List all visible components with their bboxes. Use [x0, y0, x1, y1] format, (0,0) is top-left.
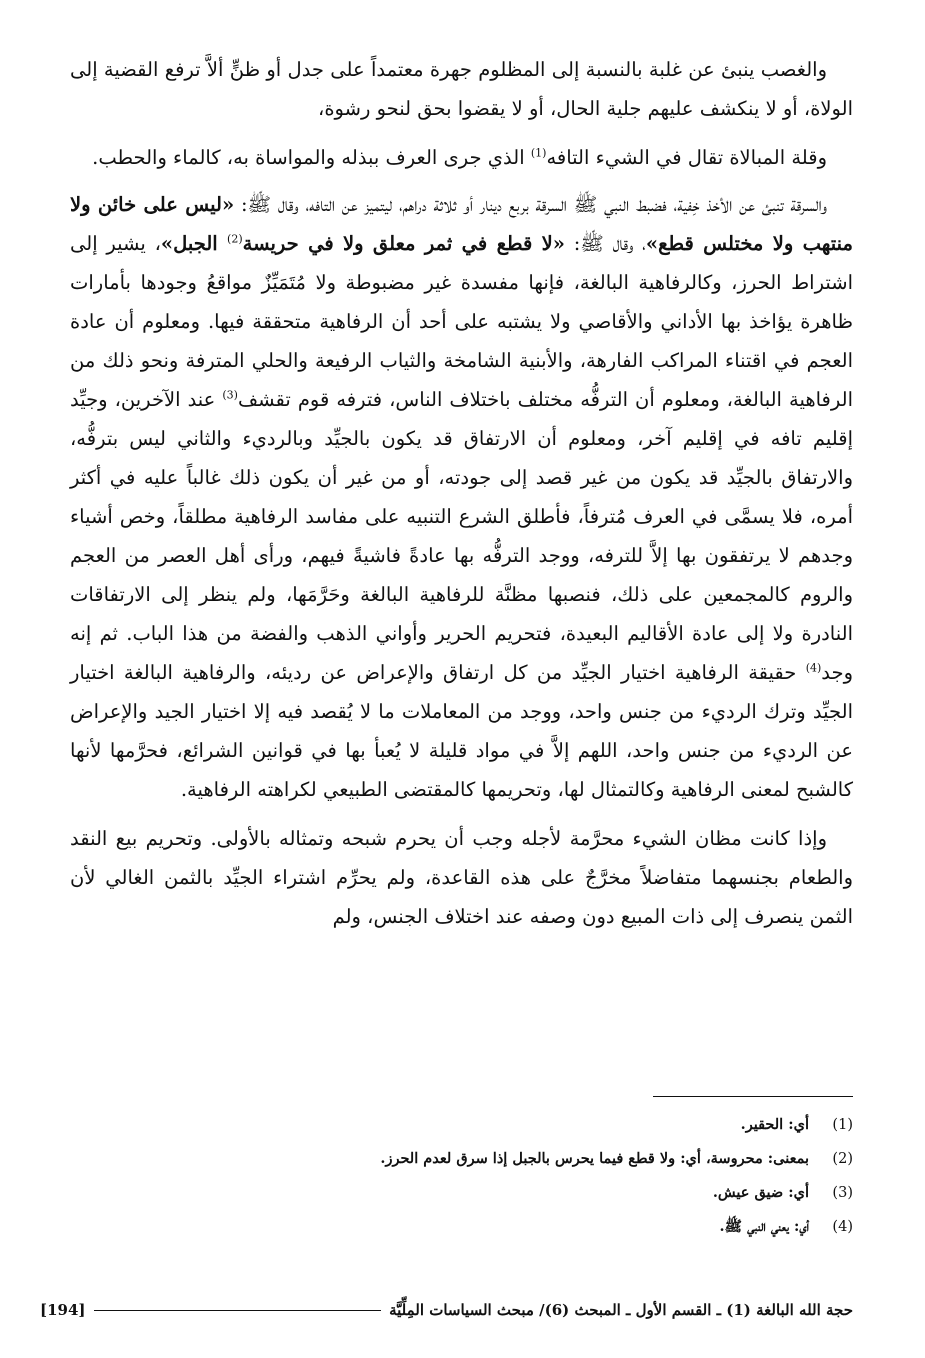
footnote-ref-4: (4) [805, 661, 822, 675]
running-title: حجة الله البالغة (1) ـ القسم الأول ـ المبحث (6)/ مبحث السياسات المِلِّيَّة [389, 1301, 853, 1319]
paragraph-ghasb: والغصب ينبئ عن غلبة بالنسبة إلى المظلوم جهرة معتمداً على جدل أو ظنٍّ ألاَّ ترفع القضية إلى الولاة، أو لا ينكشف عليهم جلية الحال، أو لا يقضوا بحق لنحو رشوة، [70, 58, 853, 120]
footnote-divider [653, 1096, 853, 1097]
hadith-quote-2: «لا قطع في ثمر معلق ولا في حريسة [242, 232, 565, 255]
page-number: [194] [40, 1301, 86, 1319]
footnote-item: (3) أي: ضيق عيش. [712, 1184, 853, 1201]
footnote-ref-1: (1) [530, 146, 547, 160]
paragraph-mubalat: وقلة المبالاة تقال في الشيء التافه$^{(1)}$ الذي جرى العرف ببذله والمواساة به، كالماء والحطب. [92, 146, 827, 169]
footer-divider [94, 1310, 382, 1311]
footnote-item: (4) أي: يعني النبي ﷺ. [719, 1218, 853, 1235]
footnote-ref-3: (3) [222, 388, 238, 402]
footnote-item: (1) أي: الحقير. [740, 1116, 853, 1133]
paragraph-sariqa: والسرقة تنبئ عن الأخذ خِفية، فضبط النبي ﷺ السرقة بربع دينار أو ثلاثة دراهم، ليتميز عن التافه، وقال ﷺ: «ليس على خائن ولا منتهب ولا مختلس قطع»، وقال ﷺ: «لا قطع في ثمر معلق ولا في حريسة$^{(2)}$ الجبل»، يشير إلى اشتراط الحرز، وكالرفاهية البالغة، فإنها مفسدة غير مضبوطة ولا مُتَمَيِّزٌ مواقعُ وجودها بأمارات ظاهرة يؤاخذ بها الأداني والأقاصي ولا يشتبه على أحد أن الرفاهية متحققة فيها. ومعلوم أن عادة العجم في اقتناء المراكب الفارهة، والأبنية الشامخة والثياب الرفيعة والحلي المترفة ونحو ذلك من الرفاهية البالغة، ومعلوم أن الترفُّه مختلف باختلاف الناس، فترفه قوم تقشف$^{(3)}$ عند الآخرين، وجيِّد إقليم تافه في إقليم آخر، ومعلوم أن الارتفاق قد يكون بالجيِّد وبالرديء والثاني ليس بترفُّه، والارتفاق بالجيِّد قد يكون من غير قصد إلى جودته، أو من غير أن يكون ذلك غالباً عليه في أكثر أمره، فلا يسمَّى في العرف مُترفاً، فأطلق الشرع التنبيه على مفاسد الرفاهية مطلقاً، وخص أشياء وجدهم لا يرتفقون بها إلاَّ للترفه، ووجد الترفُّه بها عادةً فاشيةً فيهم، ورأى أهل العصر من العجم والروم كالمجمعين على ذلك، فنصبها مظنَّة للرفاهية البالغة وحَرَّمَها، ولم ينظر إلى الارتفاقات النادرة ولا إلى عادة الأقاليم البعيدة، فتحريم الحرير وأواني الذهب والفضة من هذا الباب. ثم إنه وجد$^{(4)}$ حقيقة الرفاهية اختيار الجيِّد من كل ارتفاق والإعراض عن رديئه، والرفاهية البالغة اختيار الجيِّد وترك الرديء من جنس واحد، ووجد من المعاملات ما لا يُقصد فيه إلا اختيار الجيد والإعراض عن الرديء من جنس واحد، اللهم إلاَّ في مواد قليلة لا يُعبأ بها في قوانين الشرائع، فحرَّمها لأنها كالشبح لمعنى الرفاهية وكالتمثال لها، وتحريمها كالمقتضى الطبيعي لكراهته الرفاهية. [70, 193, 853, 801]
main-text [70, 50, 853, 946]
paragraph-mazan: وإذا كانت مظان الشيء محرَّمة لأجله وجب أن يحرم شبحه وتمثاله بالأولى. وتحريم بيع النقد والطعام بجنسهما متفاضلاً مخرَّجٌ على هذه القاعدة، ولم يحرِّم اشتراء الجيِّد بالثمن الغالي لأن الثمن ينصرف إلى ذات المبيع دون وصفه عند اختلاف الجنس، ولم [70, 827, 853, 928]
footnotes [70, 1108, 853, 1244]
footnote-ref-2: (2) [227, 232, 243, 246]
page-footer [40, 1296, 853, 1324]
footnote-item: (2) بمعنى: محروسة، أي: ولا قطع فيما يحرس بالجبل إذا سرق لعدم الحرز. [380, 1150, 853, 1167]
hadith-quote-2-end: الجبل» [160, 232, 228, 255]
hadith-quote-1: «ليس على خائن ولا منتهب ولا مختلس قطع» [70, 193, 853, 255]
